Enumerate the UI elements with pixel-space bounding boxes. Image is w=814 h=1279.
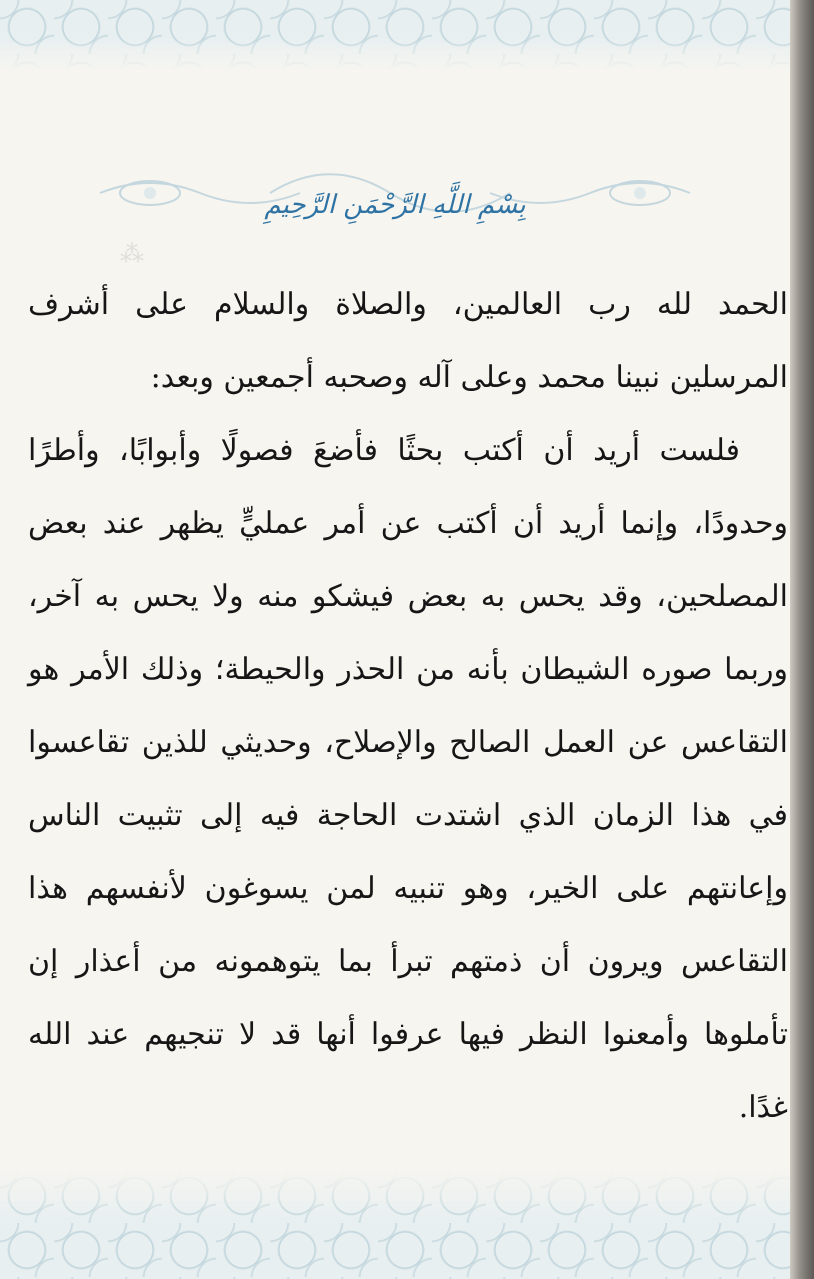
top-ornament-border: [0, 0, 790, 70]
main-paragraph: فلست أريد أن أكتب بحثًا فأضعَ فصولًا وأبوابًا، وأطرًا وحدودًا، وإنما أريد أن أكتب عن أمر عمليٍّ يظهر عند بعض المصلحين، وقد يحس به بعض فيشكو منه ولا يحس به آخر، وربما صوره الشيطان بأنه من الحذر والحيطة؛ وذلك الأمر هو التقاعس عن العمل الصالح والإصلاح، وحديثي للذين تقاعسوا في هذا الزمان الذي اشتدت الحاجة فيه إلى تثبيت الناس وإعانتهم على الخير، وهو تنبيه لمن يسوغون لأنفسهم هذا التقاعس ويرون أن ذمتهم تبرأ بما يتوهمونه من أعذار إن تأملوها وأمعنوا النظر فيها عرفوا أنها قد لا تنجيهم عند الله غدًا.: [28, 433, 788, 1125]
page-edge-shadow: [790, 0, 814, 1279]
show-through-text: ⁂: [120, 240, 144, 268]
body-text: [28, 268, 788, 1144]
bottom-ornament-border: [0, 1169, 790, 1279]
basmala-heading: بِسْمِ اللَّهِ الرَّحْمَنِ الرَّحِيمِ: [264, 190, 526, 220]
opening-paragraph: الحمد لله رب العالمين، والصلاة والسلام على أشرف المرسلين نبينا محمد وعلى آله وصحبه أجمعين وبعد:: [28, 287, 788, 395]
